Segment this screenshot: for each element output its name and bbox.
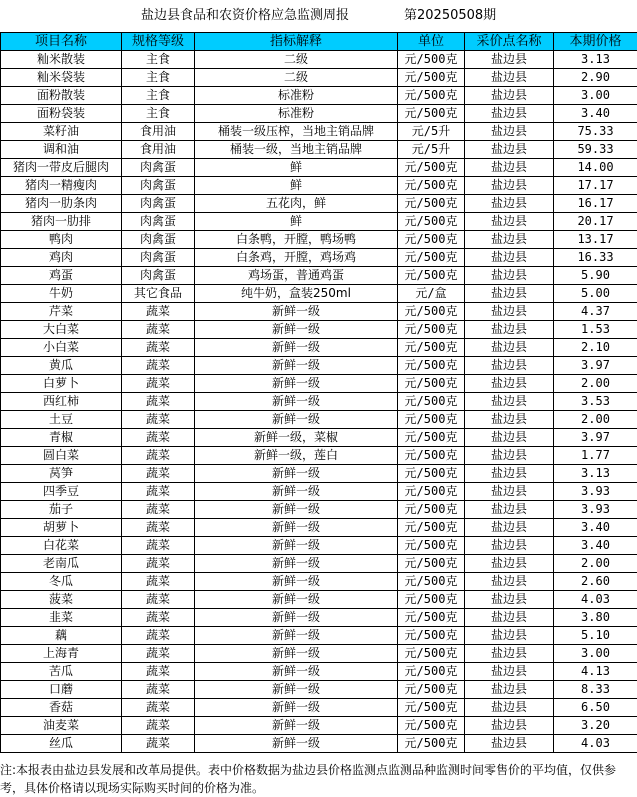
cell-current-price: 5.00 <box>554 285 637 303</box>
table-row <box>1 573 637 591</box>
report-issue-number: 第20250508期 <box>404 8 497 23</box>
cell-spec-grade: 蔬菜 <box>122 429 195 447</box>
cell-unit: 元/500克 <box>398 537 465 555</box>
cell-spec-grade: 蔬菜 <box>122 555 195 573</box>
table-row <box>1 267 637 285</box>
cell-collection-point: 盐边县 <box>465 447 554 465</box>
column-header-indicator-description: 指标解释 <box>195 33 398 51</box>
cell-item-name: 面粉袋装 <box>1 105 122 123</box>
column-header-current-price: 本期价格 <box>554 33 637 51</box>
table-row <box>1 69 637 87</box>
cell-spec-grade: 主食 <box>122 51 195 69</box>
cell-unit: 元/500克 <box>398 465 465 483</box>
cell-unit: 元/盒 <box>398 285 465 303</box>
cell-unit: 元/500克 <box>398 159 465 177</box>
cell-current-price: 14.00 <box>554 159 637 177</box>
cell-current-price: 4.03 <box>554 591 637 609</box>
cell-collection-point: 盐边县 <box>465 213 554 231</box>
table-row <box>1 627 637 645</box>
cell-indicator-description: 新鲜一级 <box>195 411 398 429</box>
cell-indicator-description: 新鲜一级 <box>195 663 398 681</box>
cell-item-name: 籼米袋装 <box>1 69 122 87</box>
cell-spec-grade: 蔬菜 <box>122 573 195 591</box>
cell-collection-point: 盐边县 <box>465 105 554 123</box>
table-row <box>1 663 637 681</box>
cell-spec-grade: 蔬菜 <box>122 411 195 429</box>
cell-item-name: 香菇 <box>1 699 122 717</box>
cell-unit: 元/500克 <box>398 681 465 699</box>
cell-current-price: 4.13 <box>554 663 637 681</box>
cell-indicator-description: 新鲜一级 <box>195 393 398 411</box>
cell-item-name: 面粉散装 <box>1 87 122 105</box>
cell-item-name: 籼米散装 <box>1 51 122 69</box>
header-row <box>1 33 637 51</box>
cell-current-price: 59.33 <box>554 141 637 159</box>
cell-spec-grade: 其它食品 <box>122 285 195 303</box>
cell-collection-point: 盐边县 <box>465 375 554 393</box>
cell-item-name: 菠菜 <box>1 591 122 609</box>
cell-item-name: 菜籽油 <box>1 123 122 141</box>
cell-item-name: 猪肉一肋条肉 <box>1 195 122 213</box>
cell-unit: 元/500克 <box>398 447 465 465</box>
cell-current-price: 2.90 <box>554 69 637 87</box>
cell-item-name: 口蘑 <box>1 681 122 699</box>
cell-spec-grade: 食用油 <box>122 141 195 159</box>
cell-spec-grade: 食用油 <box>122 123 195 141</box>
cell-spec-grade: 主食 <box>122 87 195 105</box>
table-row <box>1 699 637 717</box>
footnote: 注:本报表由盐边县发展和改革局提供。表中价格数据为盐边县价格监测点监测品种监测时间零售价的平均值，仅供参考，具体价格请以现场实际购买时间的价格为准。 <box>0 763 617 795</box>
cell-collection-point: 盐边县 <box>465 321 554 339</box>
cell-spec-grade: 肉禽蛋 <box>122 249 195 267</box>
cell-collection-point: 盐边县 <box>465 717 554 735</box>
cell-current-price: 3.40 <box>554 105 637 123</box>
table-row <box>1 645 637 663</box>
table-row <box>1 393 637 411</box>
cell-current-price: 3.53 <box>554 393 637 411</box>
cell-unit: 元/500克 <box>398 339 465 357</box>
cell-collection-point: 盐边县 <box>465 159 554 177</box>
cell-indicator-description: 新鲜一级 <box>195 483 398 501</box>
cell-indicator-description: 新鲜一级 <box>195 303 398 321</box>
cell-collection-point: 盐边县 <box>465 51 554 69</box>
cell-collection-point: 盐边县 <box>465 483 554 501</box>
cell-unit: 元/500克 <box>398 717 465 735</box>
cell-item-name: 上海青 <box>1 645 122 663</box>
cell-unit: 元/500克 <box>398 645 465 663</box>
table-row <box>1 609 637 627</box>
cell-item-name: 调和油 <box>1 141 122 159</box>
column-header-spec-grade: 规格等级 <box>122 33 195 51</box>
cell-indicator-description: 新鲜一级 <box>195 591 398 609</box>
cell-current-price: 3.00 <box>554 87 637 105</box>
cell-current-price: 3.80 <box>554 609 637 627</box>
cell-unit: 元/5升 <box>398 141 465 159</box>
cell-unit: 元/500克 <box>398 231 465 249</box>
cell-unit: 元/500克 <box>398 483 465 501</box>
cell-unit: 元/500克 <box>398 591 465 609</box>
cell-indicator-description: 新鲜一级 <box>195 375 398 393</box>
cell-indicator-description: 新鲜一级 <box>195 717 398 735</box>
cell-spec-grade: 肉禽蛋 <box>122 159 195 177</box>
cell-collection-point: 盐边县 <box>465 573 554 591</box>
cell-indicator-description: 新鲜一级 <box>195 735 398 753</box>
cell-spec-grade: 蔬菜 <box>122 321 195 339</box>
cell-unit: 元/500克 <box>398 69 465 87</box>
cell-item-name: 藕 <box>1 627 122 645</box>
table-row <box>1 285 637 303</box>
cell-indicator-description: 新鲜一级 <box>195 645 398 663</box>
cell-current-price: 8.33 <box>554 681 637 699</box>
cell-item-name: 青椒 <box>1 429 122 447</box>
cell-spec-grade: 蔬菜 <box>122 735 195 753</box>
cell-item-name: 莴笋 <box>1 465 122 483</box>
table-row <box>1 123 637 141</box>
cell-current-price: 13.17 <box>554 231 637 249</box>
cell-spec-grade: 蔬菜 <box>122 501 195 519</box>
table-row <box>1 375 637 393</box>
cell-spec-grade: 蔬菜 <box>122 717 195 735</box>
cell-item-name: 黄瓜 <box>1 357 122 375</box>
cell-current-price: 4.03 <box>554 735 637 753</box>
cell-item-name: 土豆 <box>1 411 122 429</box>
cell-indicator-description: 鸡场蛋，普通鸡蛋 <box>195 267 398 285</box>
cell-unit: 元/500克 <box>398 735 465 753</box>
cell-unit: 元/500克 <box>398 429 465 447</box>
cell-indicator-description: 新鲜一级 <box>195 357 398 375</box>
cell-spec-grade: 蔬菜 <box>122 447 195 465</box>
cell-current-price: 17.17 <box>554 177 637 195</box>
cell-collection-point: 盐边县 <box>465 411 554 429</box>
cell-indicator-description: 标准粉 <box>195 87 398 105</box>
table-row <box>1 105 637 123</box>
cell-indicator-description: 新鲜一级 <box>195 681 398 699</box>
cell-spec-grade: 肉禽蛋 <box>122 195 195 213</box>
cell-collection-point: 盐边县 <box>465 519 554 537</box>
cell-item-name: 鸡蛋 <box>1 267 122 285</box>
cell-spec-grade: 蔬菜 <box>122 663 195 681</box>
cell-item-name: 苦瓜 <box>1 663 122 681</box>
cell-item-name: 丝瓜 <box>1 735 122 753</box>
table-row <box>1 249 637 267</box>
cell-unit: 元/500克 <box>398 87 465 105</box>
cell-item-name: 白花菜 <box>1 537 122 555</box>
cell-unit: 元/500克 <box>398 213 465 231</box>
cell-item-name: 圆白菜 <box>1 447 122 465</box>
cell-collection-point: 盐边县 <box>465 627 554 645</box>
cell-spec-grade: 蔬菜 <box>122 609 195 627</box>
cell-current-price: 16.17 <box>554 195 637 213</box>
cell-unit: 元/500克 <box>398 177 465 195</box>
cell-indicator-description: 鲜 <box>195 159 398 177</box>
cell-spec-grade: 蔬菜 <box>122 339 195 357</box>
cell-collection-point: 盐边县 <box>465 267 554 285</box>
cell-current-price: 3.93 <box>554 483 637 501</box>
table-row <box>1 213 637 231</box>
cell-indicator-description: 纯牛奶，盒装250ml <box>195 285 398 303</box>
cell-spec-grade: 肉禽蛋 <box>122 231 195 249</box>
cell-collection-point: 盐边县 <box>465 663 554 681</box>
cell-spec-grade: 蔬菜 <box>122 699 195 717</box>
cell-collection-point: 盐边县 <box>465 231 554 249</box>
cell-indicator-description: 新鲜一级 <box>195 465 398 483</box>
cell-unit: 元/500克 <box>398 519 465 537</box>
cell-current-price: 3.97 <box>554 357 637 375</box>
cell-unit: 元/500克 <box>398 663 465 681</box>
cell-current-price: 3.93 <box>554 501 637 519</box>
cell-collection-point: 盐边县 <box>465 195 554 213</box>
cell-unit: 元/500克 <box>398 51 465 69</box>
cell-collection-point: 盐边县 <box>465 141 554 159</box>
table-row <box>1 555 637 573</box>
cell-spec-grade: 蔬菜 <box>122 483 195 501</box>
cell-indicator-description: 新鲜一级 <box>195 573 398 591</box>
cell-indicator-description: 二级 <box>195 51 398 69</box>
cell-unit: 元/500克 <box>398 699 465 717</box>
table-row <box>1 429 637 447</box>
cell-unit: 元/500克 <box>398 321 465 339</box>
cell-item-name: 白萝卜 <box>1 375 122 393</box>
cell-current-price: 3.40 <box>554 537 637 555</box>
cell-item-name: 芹菜 <box>1 303 122 321</box>
cell-current-price: 3.13 <box>554 465 637 483</box>
cell-spec-grade: 蔬菜 <box>122 303 195 321</box>
cell-indicator-description: 新鲜一级 <box>195 609 398 627</box>
cell-indicator-description: 新鲜一级 <box>195 339 398 357</box>
table-row <box>1 501 637 519</box>
cell-collection-point: 盐边县 <box>465 285 554 303</box>
table-row <box>1 339 637 357</box>
cell-current-price: 2.00 <box>554 555 637 573</box>
table-row <box>1 483 637 501</box>
table-row <box>1 141 637 159</box>
table-row <box>1 465 637 483</box>
cell-indicator-description: 二级 <box>195 69 398 87</box>
cell-collection-point: 盐边县 <box>465 87 554 105</box>
table-row <box>1 447 637 465</box>
cell-current-price: 2.10 <box>554 339 637 357</box>
cell-indicator-description: 白条鸡，开膛，鸡场鸡 <box>195 249 398 267</box>
cell-current-price: 3.13 <box>554 51 637 69</box>
cell-collection-point: 盐边县 <box>465 69 554 87</box>
cell-collection-point: 盐边县 <box>465 591 554 609</box>
cell-unit: 元/5升 <box>398 123 465 141</box>
cell-item-name: 油麦菜 <box>1 717 122 735</box>
cell-item-name: 鸡肉 <box>1 249 122 267</box>
cell-unit: 元/500克 <box>398 105 465 123</box>
cell-indicator-description: 新鲜一级 <box>195 627 398 645</box>
cell-item-name: 冬瓜 <box>1 573 122 591</box>
cell-unit: 元/500克 <box>398 249 465 267</box>
cell-indicator-description: 白条鸭，开膛，鸭场鸭 <box>195 231 398 249</box>
price-table <box>0 32 637 753</box>
cell-current-price: 5.10 <box>554 627 637 645</box>
cell-current-price: 16.33 <box>554 249 637 267</box>
table-row <box>1 195 637 213</box>
cell-spec-grade: 蔬菜 <box>122 465 195 483</box>
cell-collection-point: 盐边县 <box>465 123 554 141</box>
cell-current-price: 2.00 <box>554 411 637 429</box>
cell-item-name: 大白菜 <box>1 321 122 339</box>
cell-item-name: 猪肉一精瘦肉 <box>1 177 122 195</box>
cell-collection-point: 盐边县 <box>465 501 554 519</box>
cell-unit: 元/500克 <box>398 411 465 429</box>
table-row <box>1 519 637 537</box>
cell-indicator-description: 新鲜一级 <box>195 519 398 537</box>
cell-current-price: 3.00 <box>554 645 637 663</box>
cell-spec-grade: 蔬菜 <box>122 681 195 699</box>
column-header-collection-point: 采价点名称 <box>465 33 554 51</box>
cell-indicator-description: 新鲜一级 <box>195 699 398 717</box>
cell-current-price: 1.53 <box>554 321 637 339</box>
cell-item-name: 茄子 <box>1 501 122 519</box>
cell-unit: 元/500克 <box>398 501 465 519</box>
cell-current-price: 5.90 <box>554 267 637 285</box>
cell-indicator-description: 新鲜一级 <box>195 537 398 555</box>
column-header-item-name: 项目名称 <box>1 33 122 51</box>
cell-spec-grade: 蔬菜 <box>122 627 195 645</box>
cell-item-name: 西红柿 <box>1 393 122 411</box>
cell-unit: 元/500克 <box>398 555 465 573</box>
table-row <box>1 321 637 339</box>
cell-item-name: 小白菜 <box>1 339 122 357</box>
table-row <box>1 411 637 429</box>
cell-current-price: 3.97 <box>554 429 637 447</box>
price-table-header <box>1 33 637 51</box>
cell-unit: 元/500克 <box>398 303 465 321</box>
cell-item-name: 四季豆 <box>1 483 122 501</box>
cell-spec-grade: 蔬菜 <box>122 537 195 555</box>
table-row <box>1 681 637 699</box>
cell-spec-grade: 肉禽蛋 <box>122 267 195 285</box>
cell-unit: 元/500克 <box>398 357 465 375</box>
cell-indicator-description: 鲜 <box>195 213 398 231</box>
cell-current-price: 4.37 <box>554 303 637 321</box>
cell-item-name: 猪肉一肋排 <box>1 213 122 231</box>
cell-collection-point: 盐边县 <box>465 303 554 321</box>
cell-spec-grade: 肉禽蛋 <box>122 177 195 195</box>
cell-current-price: 3.40 <box>554 519 637 537</box>
cell-spec-grade: 主食 <box>122 69 195 87</box>
cell-unit: 元/500克 <box>398 267 465 285</box>
cell-spec-grade: 蔬菜 <box>122 591 195 609</box>
cell-collection-point: 盐边县 <box>465 177 554 195</box>
cell-item-name: 胡萝卜 <box>1 519 122 537</box>
cell-spec-grade: 蔬菜 <box>122 375 195 393</box>
cell-indicator-description: 新鲜一级 <box>195 555 398 573</box>
cell-spec-grade: 主食 <box>122 105 195 123</box>
cell-spec-grade: 肉禽蛋 <box>122 213 195 231</box>
table-row <box>1 51 637 69</box>
table-row <box>1 231 637 249</box>
cell-item-name: 老南瓜 <box>1 555 122 573</box>
cell-indicator-description: 标准粉 <box>195 105 398 123</box>
cell-item-name: 韭菜 <box>1 609 122 627</box>
table-row <box>1 303 637 321</box>
table-row <box>1 591 637 609</box>
cell-collection-point: 盐边县 <box>465 609 554 627</box>
cell-spec-grade: 蔬菜 <box>122 519 195 537</box>
cell-indicator-description: 五花肉，鲜 <box>195 195 398 213</box>
cell-collection-point: 盐边县 <box>465 393 554 411</box>
cell-item-name: 猪肉一带皮后腿肉 <box>1 159 122 177</box>
column-header-unit: 单位 <box>398 33 465 51</box>
cell-collection-point: 盐边县 <box>465 429 554 447</box>
cell-indicator-description: 新鲜一级 <box>195 501 398 519</box>
cell-spec-grade: 蔬菜 <box>122 357 195 375</box>
cell-current-price: 1.77 <box>554 447 637 465</box>
cell-collection-point: 盐边县 <box>465 249 554 267</box>
cell-indicator-description: 鲜 <box>195 177 398 195</box>
report-title: 盐边县食品和农资价格应急监测周报 <box>141 8 350 23</box>
table-row <box>1 177 637 195</box>
cell-collection-point: 盐边县 <box>465 645 554 663</box>
cell-collection-point: 盐边县 <box>465 735 554 753</box>
table-row <box>1 87 637 105</box>
cell-collection-point: 盐边县 <box>465 681 554 699</box>
cell-current-price: 2.00 <box>554 375 637 393</box>
cell-collection-point: 盐边县 <box>465 555 554 573</box>
price-table-body <box>1 51 637 753</box>
cell-current-price: 2.60 <box>554 573 637 591</box>
report-header <box>0 0 637 32</box>
cell-item-name: 鸭肉 <box>1 231 122 249</box>
cell-spec-grade: 蔬菜 <box>122 393 195 411</box>
table-row <box>1 357 637 375</box>
cell-indicator-description: 新鲜一级，莲白 <box>195 447 398 465</box>
cell-unit: 元/500克 <box>398 609 465 627</box>
cell-unit: 元/500克 <box>398 375 465 393</box>
cell-indicator-description: 桶装一级压榨，当地主销品牌 <box>195 123 398 141</box>
cell-unit: 元/500克 <box>398 573 465 591</box>
cell-indicator-description: 桶装一级，当地主销品牌 <box>195 141 398 159</box>
cell-collection-point: 盐边县 <box>465 537 554 555</box>
table-row <box>1 735 637 753</box>
cell-unit: 元/500克 <box>398 393 465 411</box>
table-row <box>1 717 637 735</box>
cell-unit: 元/500克 <box>398 195 465 213</box>
cell-indicator-description: 新鲜一级 <box>195 321 398 339</box>
table-row <box>1 159 637 177</box>
cell-indicator-description: 新鲜一级，菜椒 <box>195 429 398 447</box>
cell-current-price: 6.50 <box>554 699 637 717</box>
cell-collection-point: 盐边县 <box>465 699 554 717</box>
cell-collection-point: 盐边县 <box>465 357 554 375</box>
cell-current-price: 20.17 <box>554 213 637 231</box>
cell-collection-point: 盐边县 <box>465 339 554 357</box>
cell-item-name: 牛奶 <box>1 285 122 303</box>
cell-unit: 元/500克 <box>398 627 465 645</box>
cell-collection-point: 盐边县 <box>465 465 554 483</box>
cell-spec-grade: 蔬菜 <box>122 645 195 663</box>
table-row <box>1 537 637 555</box>
cell-current-price: 3.20 <box>554 717 637 735</box>
cell-current-price: 75.33 <box>554 123 637 141</box>
